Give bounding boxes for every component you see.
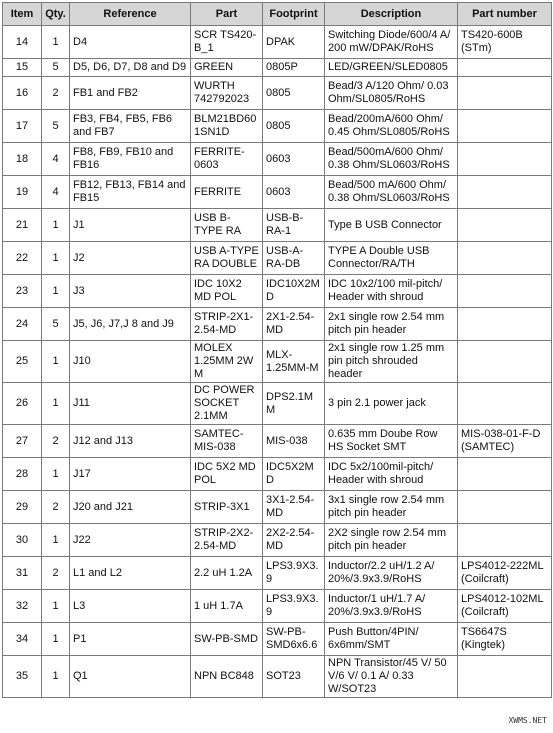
cell-qty: 1 [42,524,70,557]
cell-part-number [458,458,552,491]
table-row [3,77,552,110]
cell-qty: 5 [42,59,70,77]
cell-reference: J22 [70,524,191,557]
table-row [3,59,552,77]
cell-reference: D4 [70,26,191,59]
cell-part-number [458,143,552,176]
cell-qty: 5 [42,308,70,341]
col-header-footprint: Footprint [263,3,325,26]
cell-reference: J12 and J13 [70,425,191,458]
cell-description: 0.635 mm Doube Row HS Socket SMT [325,425,458,458]
cell-part-number: TS6647S (Kingtek) [458,623,552,656]
table-row [3,656,552,698]
table-row [3,458,552,491]
cell-footprint: MIS-038 [263,425,325,458]
cell-footprint: 0805 [263,77,325,110]
cell-part: SW-PB-SMD [191,623,263,656]
cell-qty: 1 [42,341,70,383]
cell-description: LED/GREEN/SLED0805 [325,59,458,77]
cell-item: 25 [3,341,42,383]
cell-part: USB A-TYPE RA DOUBLE [191,242,263,275]
cell-part-number [458,308,552,341]
cell-part-number: TS420-600B (STm) [458,26,552,59]
table-row [3,176,552,209]
watermark: XWMS.NET [508,716,547,725]
cell-item: 35 [3,656,42,698]
cell-part: DC POWER SOCKET 2.1MM [191,383,263,425]
cell-footprint: DPS2.1MM [263,383,325,425]
table-row [3,383,552,425]
cell-qty: 5 [42,110,70,143]
cell-footprint: LPS3.9X3.9 [263,557,325,590]
cell-description: 3 pin 2.1 power jack [325,383,458,425]
cell-item: 23 [3,275,42,308]
cell-qty: 1 [42,242,70,275]
cell-part-number [458,656,552,698]
cell-description: IDC 5x2/100mil-pitch/ Header with shroud [325,458,458,491]
cell-reference: P1 [70,623,191,656]
cell-qty: 1 [42,590,70,623]
table-row [3,524,552,557]
cell-part: FERRITE-0603 [191,143,263,176]
cell-description: 2X2 single row 2.54 mm pitch pin header [325,524,458,557]
cell-qty: 1 [42,383,70,425]
cell-qty: 4 [42,176,70,209]
cell-description: Bead/3 A/120 Ohm/ 0.03 Ohm/SL0805/RoHS [325,77,458,110]
table-row [3,143,552,176]
cell-item: 18 [3,143,42,176]
cell-footprint: SOT23 [263,656,325,698]
cell-part-number [458,209,552,242]
cell-footprint: MLX-1.25MM-M [263,341,325,383]
cell-part: 2.2 uH 1.2A [191,557,263,590]
table-row [3,341,552,383]
cell-part-number [458,242,552,275]
cell-item: 14 [3,26,42,59]
cell-footprint: LPS3.9X3.9 [263,590,325,623]
cell-reference: FB3, FB4, FB5, FB6 and FB7 [70,110,191,143]
cell-description: Type B USB Connector [325,209,458,242]
cell-part: MOLEX 1.25MM 2W M [191,341,263,383]
table-row [3,110,552,143]
cell-item: 29 [3,491,42,524]
cell-footprint: SW-PB-SMD6x6.6 [263,623,325,656]
cell-reference: Q1 [70,656,191,698]
cell-item: 30 [3,524,42,557]
table-row [3,308,552,341]
cell-qty: 2 [42,77,70,110]
cell-footprint: USB-B-RA-1 [263,209,325,242]
cell-part: STRIP-3X1 [191,491,263,524]
cell-reference: J20 and J21 [70,491,191,524]
cell-footprint: IDC10X2M D [263,275,325,308]
table-row [3,491,552,524]
cell-footprint: 0603 [263,176,325,209]
cell-part-number [458,77,552,110]
cell-qty: 1 [42,656,70,698]
cell-item: 31 [3,557,42,590]
cell-item: 34 [3,623,42,656]
cell-part: WURTH 742792023 [191,77,263,110]
cell-reference: L3 [70,590,191,623]
cell-qty: 1 [42,275,70,308]
cell-part-number [458,383,552,425]
cell-description: Bead/500 mA/600 Ohm/ 0.38 Ohm/SL0603/RoHS [325,176,458,209]
cell-item: 26 [3,383,42,425]
cell-part: GREEN [191,59,263,77]
cell-footprint: USB-A-RA-DB [263,242,325,275]
cell-part-number [458,524,552,557]
cell-description: Switching Diode/600/4 A/ 200 mW/DPAK/RoHS [325,26,458,59]
cell-footprint: 0603 [263,143,325,176]
cell-item: 28 [3,458,42,491]
cell-part: USB B-TYPE RA [191,209,263,242]
cell-qty: 1 [42,458,70,491]
col-header-item: Item [3,3,42,26]
cell-reference: J17 [70,458,191,491]
cell-part: SAMTEC-MIS-038 [191,425,263,458]
cell-description: Bead/200mA/600 Ohm/ 0.45 Ohm/SL0805/RoHS [325,110,458,143]
cell-item: 21 [3,209,42,242]
table-body [3,26,552,698]
cell-qty: 2 [42,557,70,590]
header-row [3,3,552,26]
cell-description: 2x1 single row 1.25 mm pin pitch shrouded header [325,341,458,383]
cell-footprint: DPAK [263,26,325,59]
cell-reference: J2 [70,242,191,275]
cell-reference: J11 [70,383,191,425]
cell-part-number [458,275,552,308]
cell-part-number [458,341,552,383]
cell-reference: FB1 and FB2 [70,77,191,110]
col-header-part-number: Part number [458,3,552,26]
cell-footprint: 0805 [263,110,325,143]
cell-part: NPN BC848 [191,656,263,698]
cell-part: STRIP-2X2-2.54-MD [191,524,263,557]
cell-reference: FB12, FB13, FB14 and FB15 [70,176,191,209]
cell-description: NPN Transistor/45 V/ 50 V/6 V/ 0.1 A/ 0.33 W/SOT23 [325,656,458,698]
cell-reference: J3 [70,275,191,308]
col-header-description: Description [325,3,458,26]
table-row [3,275,552,308]
cell-item: 16 [3,77,42,110]
cell-footprint: 2X1-2.54-MD [263,308,325,341]
cell-part: BLM21BD60 1SN1D [191,110,263,143]
cell-part-number: MIS-038-01-F-D (SAMTEC) [458,425,552,458]
cell-reference: FB8, FB9, FB10 and FB16 [70,143,191,176]
cell-item: 32 [3,590,42,623]
cell-part: 1 uH 1.7A [191,590,263,623]
cell-reference: D5, D6, D7, D8 and D9 [70,59,191,77]
cell-item: 17 [3,110,42,143]
cell-item: 22 [3,242,42,275]
table-row [3,623,552,656]
cell-description: Bead/500mA/600 Ohm/ 0.38 Ohm/SL0603/RoHS [325,143,458,176]
cell-description: IDC 10x2/100 mil-pitch/ Header with shroud [325,275,458,308]
table-row [3,425,552,458]
cell-part: IDC 10X2 MD POL [191,275,263,308]
cell-footprint: 0805P [263,59,325,77]
cell-item: 27 [3,425,42,458]
cell-footprint: 3X1-2.54-MD [263,491,325,524]
cell-description: 2x1 single row 2.54 mm pitch pin header [325,308,458,341]
cell-description: Push Button/4PIN/ 6x6mm/SMT [325,623,458,656]
cell-reference: J1 [70,209,191,242]
cell-description: 3x1 single row 2.54 mm pitch pin header [325,491,458,524]
cell-part-number [458,110,552,143]
cell-part-number: LPS4012-102ML (Coilcraft) [458,590,552,623]
cell-qty: 2 [42,425,70,458]
cell-footprint: 2X2-2.54-MD [263,524,325,557]
cell-item: 15 [3,59,42,77]
cell-part: SCR TS420-B_1 [191,26,263,59]
cell-part: IDC 5X2 MD POL [191,458,263,491]
cell-part: STRIP-2X1-2.54-MD [191,308,263,341]
cell-reference: L1 and L2 [70,557,191,590]
cell-item: 24 [3,308,42,341]
col-header-part: Part [191,3,263,26]
col-header-qty: Qty. [42,3,70,26]
cell-part-number [458,59,552,77]
cell-part: FERRITE [191,176,263,209]
table-row [3,557,552,590]
table-row [3,209,552,242]
table-row [3,26,552,59]
cell-qty: 1 [42,26,70,59]
cell-qty: 1 [42,623,70,656]
cell-item: 19 [3,176,42,209]
cell-qty: 2 [42,491,70,524]
cell-reference: J5, J6, J7,J 8 and J9 [70,308,191,341]
cell-qty: 1 [42,209,70,242]
cell-description: Inductor/1 uH/1.7 A/ 20%/3.9x3.9/RoHS [325,590,458,623]
cell-part-number [458,491,552,524]
cell-reference: J10 [70,341,191,383]
col-header-reference: Reference [70,3,191,26]
cell-qty: 4 [42,143,70,176]
table-row [3,590,552,623]
cell-part-number [458,176,552,209]
cell-footprint: IDC5X2MD [263,458,325,491]
bom-table [2,2,552,698]
cell-description: TYPE A Double USB Connector/RA/TH [325,242,458,275]
cell-part-number: LPS4012-222ML (Coilcraft) [458,557,552,590]
table-row [3,242,552,275]
cell-description: Inductor/2.2 uH/1.2 A/ 20%/3.9x3.9/RoHS [325,557,458,590]
